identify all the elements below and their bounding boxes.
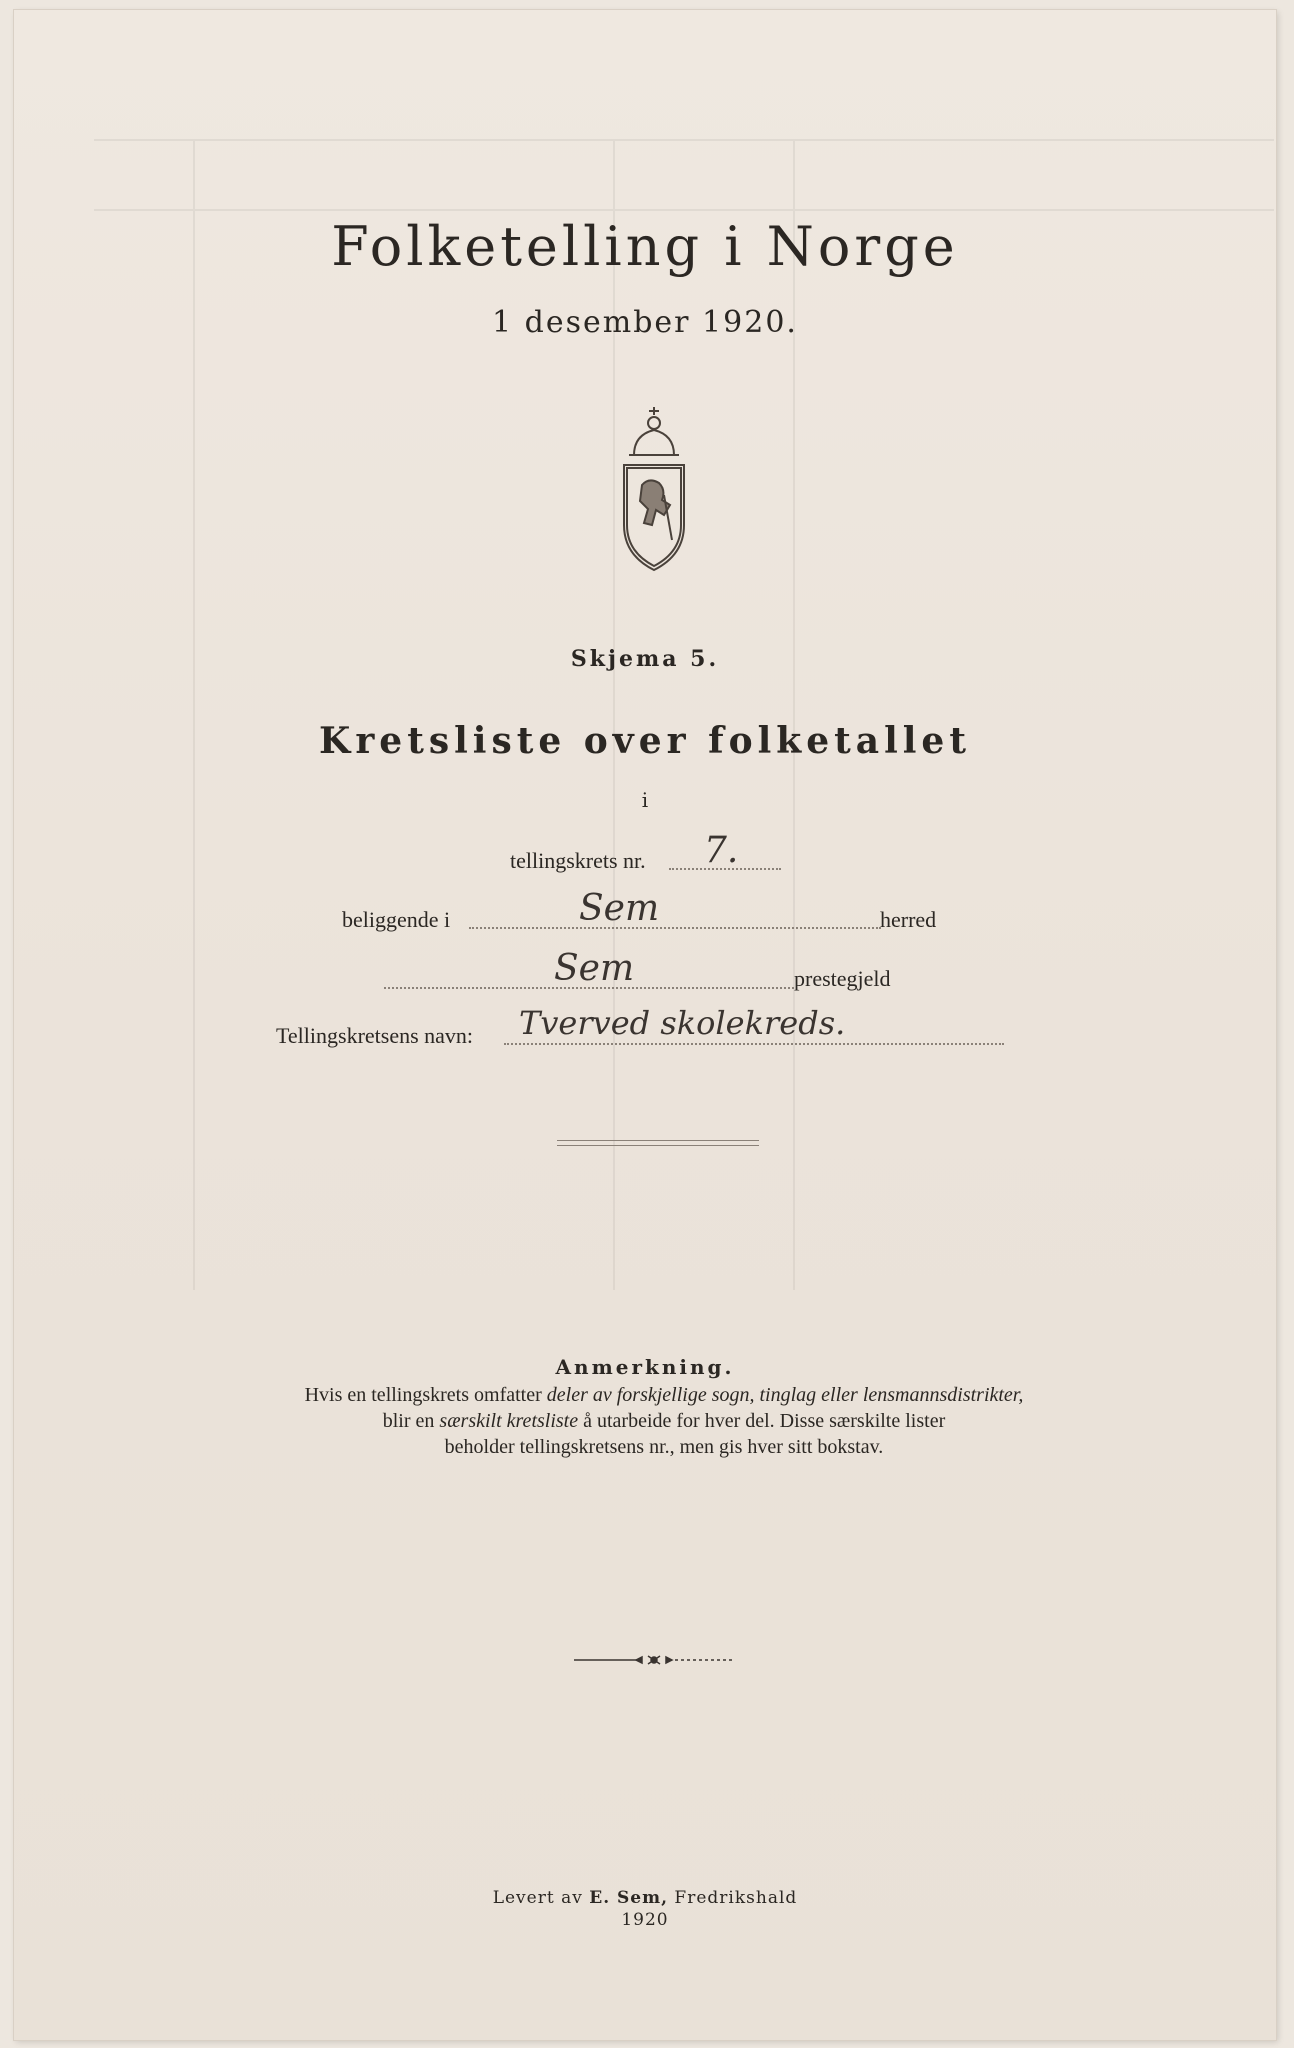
beliggende-line bbox=[469, 927, 881, 929]
printer-year: 1920 bbox=[621, 1910, 669, 1930]
divider-rule-bottom bbox=[557, 1145, 759, 1146]
printer-line bbox=[14, 1888, 1276, 1908]
schema-number: Skjema 5. bbox=[570, 646, 720, 672]
printer-name: E. Sem, bbox=[589, 1888, 669, 1908]
herred-label: herred bbox=[880, 907, 937, 932]
printer-prefix: Levert av bbox=[492, 1888, 590, 1908]
form-heading: Kretsliste over folketallet bbox=[319, 720, 971, 762]
navn-value: Tverved skolekreds. bbox=[519, 1004, 846, 1042]
note-line2-b: særskilt kretsliste bbox=[439, 1410, 579, 1432]
note-title: Anmerkning. bbox=[555, 1355, 735, 1379]
printer-city: Fredrikshald bbox=[668, 1888, 798, 1908]
navn-line bbox=[504, 1043, 1004, 1045]
tellingskrets-label: tellingskrets nr. bbox=[510, 848, 646, 873]
note-line2-c: å utarbeide for hver del. Disse særskilte lister bbox=[578, 1410, 946, 1432]
note-line1-a: Hvis en tellingskrets omfatter bbox=[304, 1384, 547, 1406]
prestegjeld-label: prestegjeld bbox=[794, 966, 891, 991]
beliggende-value: Sem bbox=[579, 888, 660, 929]
note-line3: beholder tellingskretsens nr., men gis hver sitt bokstav. bbox=[444, 1436, 884, 1458]
tellingskrets-value: 7. bbox=[704, 830, 739, 871]
note-body bbox=[214, 1382, 1114, 1460]
norwegian-coat-of-arms-icon bbox=[604, 405, 704, 575]
note-line2-a: blir en bbox=[382, 1410, 440, 1432]
ornament-divider-icon bbox=[574, 1655, 734, 1665]
census-date: 1 desember 1920. bbox=[492, 305, 798, 340]
document-page bbox=[14, 10, 1276, 2040]
navn-label: Tellingskretsens navn: bbox=[276, 1023, 474, 1048]
beliggende-label: beliggende i bbox=[342, 907, 451, 932]
page-title: Folketelling i Norge bbox=[331, 215, 959, 278]
preposition-i: i bbox=[641, 788, 649, 812]
prestegjeld-value: Sem bbox=[554, 948, 635, 989]
divider-rule-top bbox=[557, 1140, 759, 1141]
note-line1-b: deler av forskjellige sogn, tinglag eller lensmannsdistrikter, bbox=[546, 1384, 1024, 1406]
